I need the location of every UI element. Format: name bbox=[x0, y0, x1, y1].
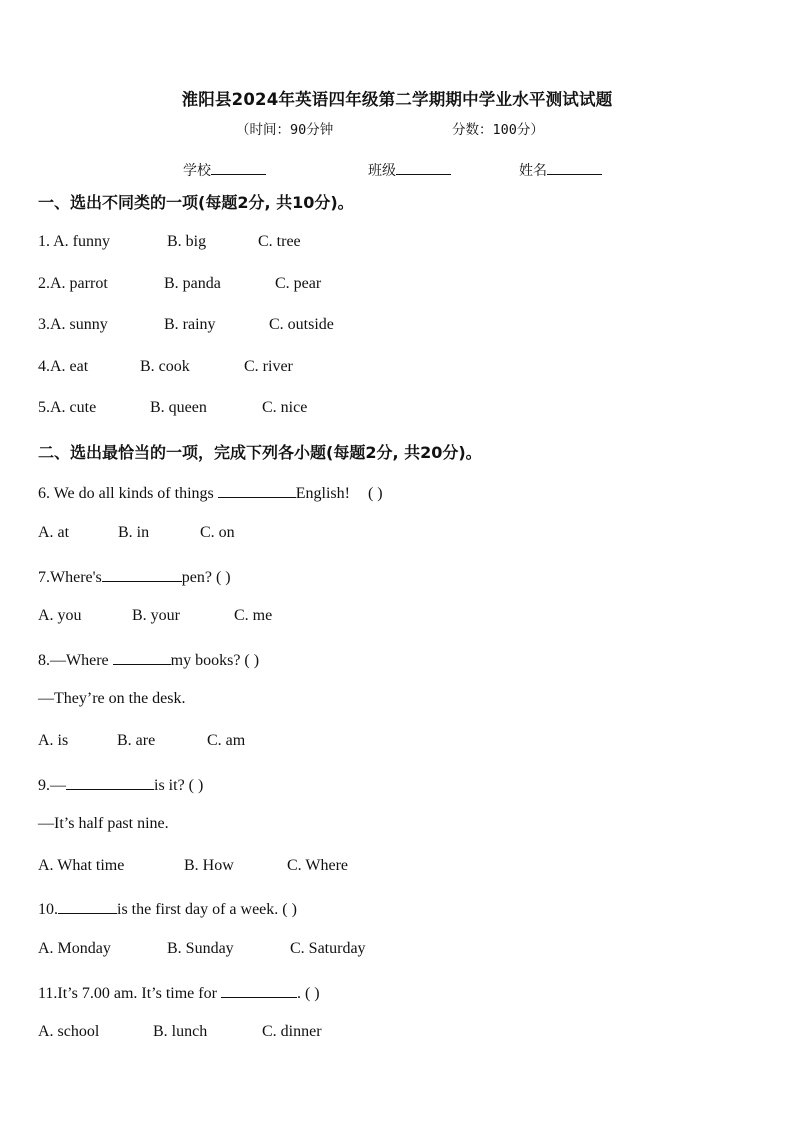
score-info: 分数：100分） bbox=[452, 122, 544, 138]
q1-option-b: B. big bbox=[167, 233, 207, 250]
q3-option-a: 3.A. sunny bbox=[38, 316, 108, 333]
q9-answer-blank[interactable] bbox=[66, 774, 154, 790]
q8-text-post: my books? ( ) bbox=[170, 652, 260, 669]
name-blank[interactable] bbox=[547, 160, 602, 175]
question-10 bbox=[38, 898, 297, 919]
q11-option-b: B. lunch bbox=[153, 1023, 208, 1040]
question-9 bbox=[38, 774, 203, 795]
q7-option-b: B. your bbox=[132, 607, 180, 624]
q10-option-c: C. Saturday bbox=[290, 940, 366, 957]
q10-text-pre: 10. bbox=[38, 901, 58, 918]
q6-text-pre: 6. We do all kinds of things bbox=[38, 485, 214, 502]
q8-option-b: B. are bbox=[117, 732, 156, 749]
class-blank[interactable] bbox=[396, 160, 451, 175]
name-label: 姓名 bbox=[519, 163, 547, 179]
q7-option-c: C. me bbox=[234, 607, 273, 624]
q5-option-a: 5.A. cute bbox=[38, 399, 97, 416]
section-1-heading: 一、选出不同类的一项(每题2分, 共10分)。 bbox=[38, 193, 354, 212]
q3-option-b: B. rainy bbox=[164, 316, 216, 333]
q8-answer-blank[interactable] bbox=[113, 649, 171, 665]
q4-option-b: B. cook bbox=[140, 358, 190, 375]
q10-text-post: is the first day of a week. ( ) bbox=[117, 901, 297, 918]
q6-option-a: A. at bbox=[38, 524, 70, 541]
q7-option-a: A. you bbox=[38, 607, 82, 624]
q7-answer-blank[interactable] bbox=[102, 566, 182, 582]
q1-option-c: C. tree bbox=[258, 233, 301, 250]
question-11 bbox=[38, 982, 320, 1003]
q6-option-c: C. on bbox=[200, 524, 235, 541]
time-info: （时间：90分钟 bbox=[236, 122, 334, 138]
q11-option-a: A. school bbox=[38, 1023, 100, 1040]
q11-text-post: . ( ) bbox=[296, 985, 320, 1002]
q4-option-a: 4.A. eat bbox=[38, 358, 89, 375]
q2-option-a: 2.A. parrot bbox=[38, 275, 108, 292]
q8-option-a: A. is bbox=[38, 732, 69, 749]
question-7 bbox=[38, 566, 231, 587]
q10-option-b: B. Sunday bbox=[167, 940, 234, 957]
school-field bbox=[183, 160, 266, 180]
class-field bbox=[368, 160, 451, 180]
question-8-reply: —They’re on the desk. bbox=[38, 690, 186, 707]
question-9-reply: —It’s half past nine. bbox=[38, 815, 169, 832]
q3-option-c: C. outside bbox=[269, 316, 334, 333]
question-8 bbox=[38, 649, 259, 670]
q8-text-pre: 8.—Where bbox=[38, 652, 109, 669]
name-field bbox=[519, 160, 602, 180]
q4-option-c: C. river bbox=[244, 358, 293, 375]
q1-option-a: 1. A. funny bbox=[38, 233, 110, 250]
q9-option-a: A. What time bbox=[38, 857, 125, 874]
q9-option-b: B. How bbox=[184, 857, 234, 874]
class-label: 班级 bbox=[368, 163, 396, 179]
q9-option-c: C. Where bbox=[287, 857, 349, 874]
q2-option-c: C. pear bbox=[275, 275, 322, 292]
q6-option-b: B. in bbox=[118, 524, 150, 541]
school-blank[interactable] bbox=[211, 160, 266, 175]
q11-answer-blank[interactable] bbox=[221, 982, 297, 998]
q6-answer-blank[interactable] bbox=[218, 482, 296, 498]
q9-text-pre: 9.— bbox=[38, 777, 66, 794]
q6-text-post: English! bbox=[295, 485, 350, 502]
q2-option-b: B. panda bbox=[164, 275, 221, 292]
q9-text-post: is it? ( ) bbox=[154, 777, 204, 794]
q8-option-c: C. am bbox=[207, 732, 246, 749]
q5-option-c: C. nice bbox=[262, 399, 308, 416]
q5-option-b: B. queen bbox=[150, 399, 207, 416]
q10-answer-blank[interactable] bbox=[58, 898, 117, 914]
q11-text-pre: 11.It’s 7.00 am. It’s time for bbox=[38, 985, 217, 1002]
q7-text-pre: 7.Where's bbox=[38, 569, 102, 586]
question-6 bbox=[38, 482, 383, 503]
q11-option-c: C. dinner bbox=[262, 1023, 322, 1040]
q10-option-a: A. Monday bbox=[38, 940, 111, 957]
section-2-heading: 二、选出最恰当的一项，完成下列各小题(每题2分, 共20分)。 bbox=[38, 443, 482, 462]
q7-text-post: pen? ( ) bbox=[181, 569, 231, 586]
school-label: 学校 bbox=[183, 163, 211, 179]
q6-answer-paren[interactable]: ( ) bbox=[367, 485, 383, 502]
page-title: 淮阳县2024年英语四年级第二学期期中学业水平测试试题 bbox=[181, 90, 613, 109]
